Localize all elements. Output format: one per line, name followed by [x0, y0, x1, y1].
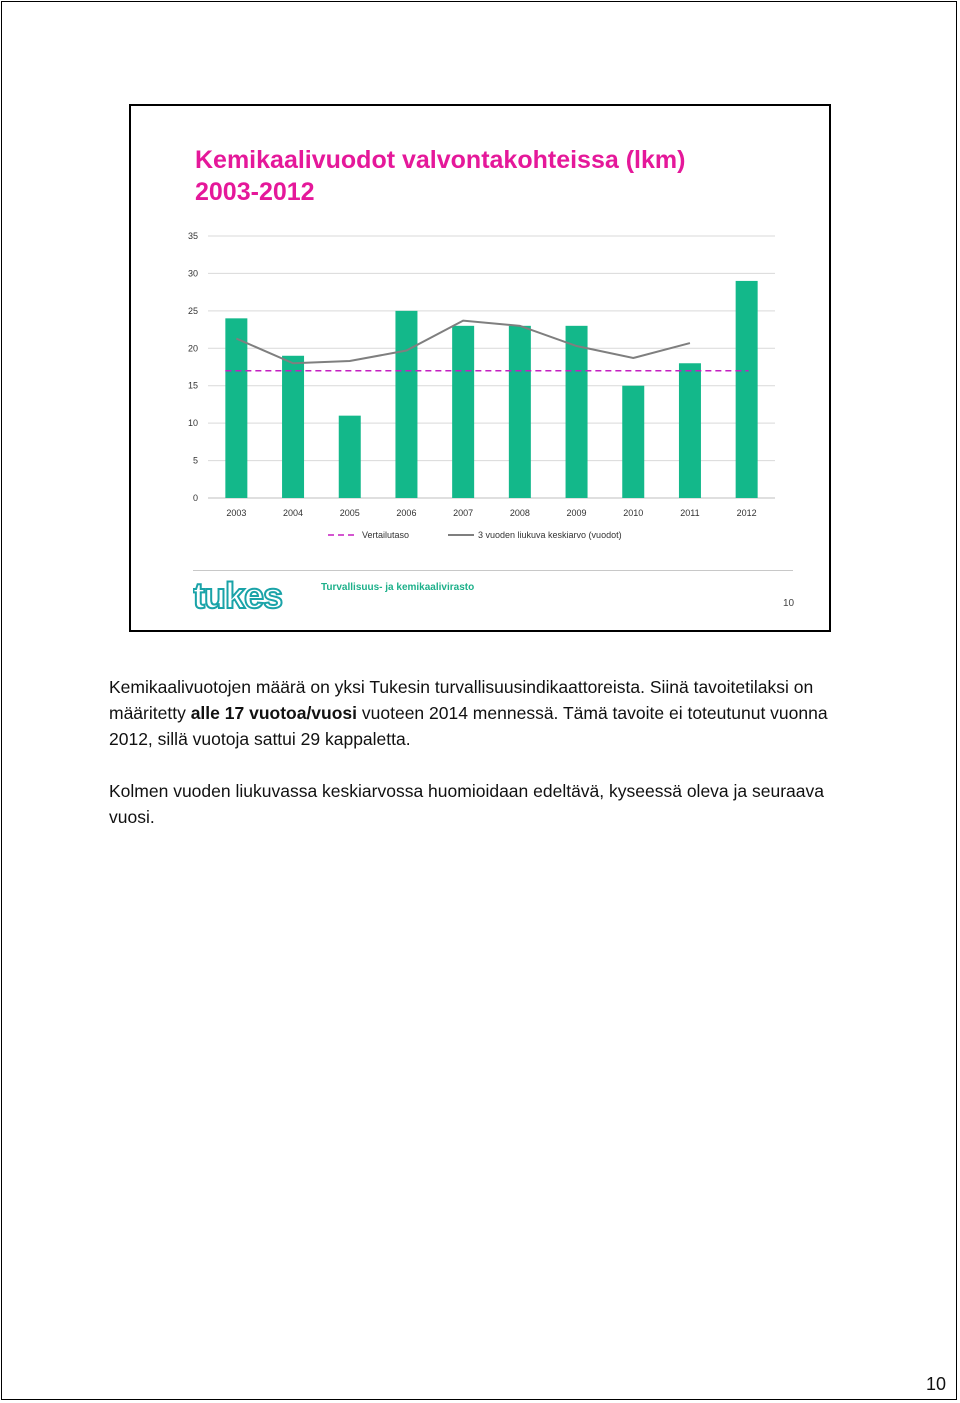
- x-tick-label: 2012: [736, 508, 757, 518]
- slide-title-line2: 2003-2012: [195, 178, 315, 206]
- paragraph-1: Kemikaalivuotojen määrä on yksi Tukesin turvallisuusindikaattoreista. Siinä tavoitetilaksi on määritetty alle 17 vuotoa/vuosi vuoteen 2014 mennessä. Tämä tavoite ei toteutunut vuonna 2012, sillä vuotoja sattui 29 kappaletta.: [109, 677, 828, 749]
- footer-divider: [193, 570, 793, 571]
- legend-label-reference: Vertailutaso: [362, 530, 410, 540]
- bar: [509, 326, 531, 498]
- y-tick-label: 30: [187, 268, 198, 279]
- x-tick-label: 2003: [226, 508, 247, 518]
- y-tick-label: 35: [187, 231, 198, 241]
- agency-name: Turvallisuus- ja kemikaalivirasto: [321, 582, 475, 593]
- slide-title-line1: Kemikaalivuodot valvontakohteissa (lkm): [195, 146, 686, 174]
- bar: [395, 311, 417, 498]
- x-tick-label: 2007: [453, 508, 474, 518]
- x-tick-label: 2008: [509, 508, 530, 518]
- bar: [736, 281, 758, 498]
- target-highlight: alle 17 vuotoa/vuosi: [190, 703, 358, 723]
- paragraph-2: Kolmen vuoden liukuvassa keskiarvossa huomioidaan edeltävä, kyseessä oleva ja seuraava vuosi.: [109, 781, 824, 827]
- bar: [452, 326, 474, 498]
- bar: [622, 386, 644, 498]
- x-tick-label: 2011: [680, 508, 700, 518]
- x-tick-label: 2005: [339, 508, 360, 518]
- y-tick-label: 10: [187, 418, 198, 429]
- body-text: [109, 674, 829, 856]
- legend-label-moving-average: 3 vuoden liukuva keskiarvo (vuodot): [478, 530, 622, 540]
- y-tick-label: 0: [192, 493, 198, 503]
- bar-chart: [131, 106, 829, 630]
- bar: [225, 318, 247, 498]
- x-tick-label: 2010: [623, 508, 644, 518]
- svg-text:tukes: tukes: [193, 576, 283, 614]
- bar: [679, 363, 701, 498]
- x-tick-label: 2009: [566, 508, 587, 518]
- tukes-logo: [193, 576, 285, 614]
- page-number: 10: [925, 1374, 946, 1394]
- y-tick-label: 25: [187, 305, 198, 316]
- bar: [566, 326, 588, 498]
- slide-number: 10: [783, 598, 795, 609]
- bar: [282, 356, 304, 498]
- bar: [339, 416, 361, 498]
- x-tick-label: 2004: [283, 508, 304, 518]
- y-tick-label: 20: [187, 343, 198, 354]
- y-tick-label: 5: [192, 455, 198, 466]
- slide: [129, 104, 831, 632]
- x-tick-label: 2006: [396, 508, 417, 518]
- y-tick-label: 15: [187, 380, 198, 391]
